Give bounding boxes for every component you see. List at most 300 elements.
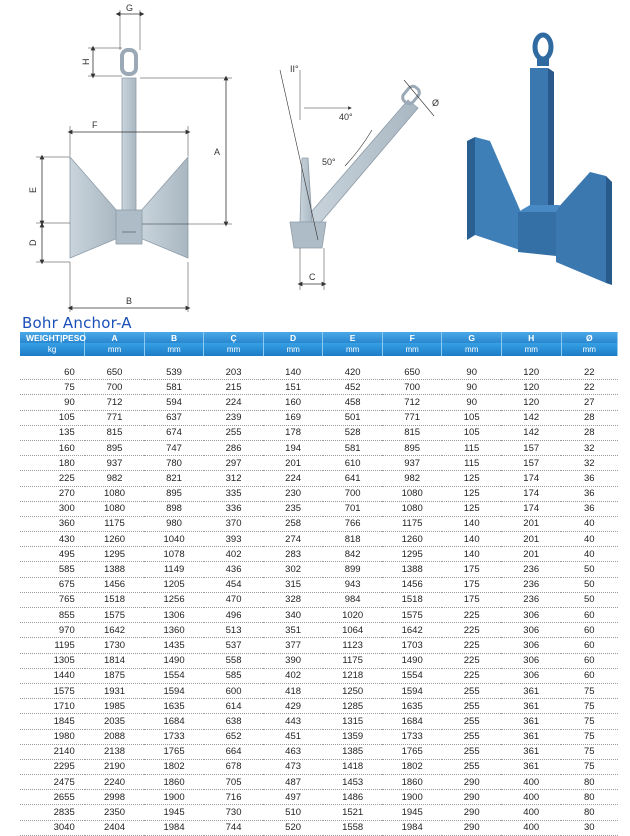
table-cell: 90	[442, 380, 502, 395]
table-cell: 174	[501, 486, 561, 501]
table-cell: 674	[144, 425, 204, 440]
table-cell: 255	[442, 699, 502, 714]
table-cell: 377	[263, 638, 323, 653]
table-cell: 125	[442, 471, 502, 486]
table-cell: 539	[144, 365, 204, 380]
table-cell: 235	[263, 501, 323, 516]
table-cell: 520	[263, 820, 323, 835]
table-cell: 473	[263, 759, 323, 774]
table-cell: 2190	[85, 759, 145, 774]
table-cell: 255	[442, 714, 502, 729]
table-cell: 157	[501, 456, 561, 471]
table-cell: 581	[323, 440, 383, 455]
unit-header: mm	[263, 343, 323, 356]
table-cell: 400	[501, 820, 561, 835]
table-cell: 1260	[382, 532, 442, 547]
column-header: B	[144, 332, 204, 343]
table-cell: 75	[561, 729, 618, 744]
column-header: Ø	[561, 332, 618, 343]
unit-header: mm	[501, 343, 561, 356]
table-cell: 497	[263, 790, 323, 805]
table-cell: 224	[263, 471, 323, 486]
table-cell: 818	[323, 532, 383, 547]
label-diameter: Ø	[432, 98, 440, 108]
table-cell: 458	[323, 395, 383, 410]
table-cell: 315	[263, 577, 323, 592]
table-cell: 1931	[85, 683, 145, 698]
table-cell: 370	[204, 516, 264, 531]
table-cell: 22	[561, 365, 618, 380]
table-row	[20, 759, 618, 774]
column-header: A	[85, 332, 145, 343]
label-angle-40: 40°	[339, 112, 353, 122]
table-cell: 1064	[323, 623, 383, 638]
table-cell: 1490	[144, 653, 204, 668]
table-cell: 361	[501, 744, 561, 759]
table-cell: 1295	[382, 547, 442, 562]
table-cell: 360	[20, 516, 85, 531]
table-cell: 1554	[144, 668, 204, 683]
page-title: Bohr Anchor-A	[22, 314, 132, 332]
table-cell: 2404	[85, 820, 145, 835]
table-cell: 225	[442, 638, 502, 653]
unit-header: mm	[144, 343, 204, 356]
table-row	[20, 456, 618, 471]
table-cell: 169	[263, 410, 323, 425]
column-header: E	[323, 332, 383, 343]
table-cell: 1256	[144, 592, 204, 607]
table-cell: 1260	[85, 532, 145, 547]
table-cell: 2998	[85, 790, 145, 805]
table-cell: 255	[442, 744, 502, 759]
table-cell: 201	[263, 456, 323, 471]
table-cell: 125	[442, 501, 502, 516]
table-cell: 1080	[382, 501, 442, 516]
table-cell: 60	[561, 608, 618, 623]
table-cell: 2240	[85, 775, 145, 790]
table-cell: 771	[382, 410, 442, 425]
table-cell: 290	[442, 790, 502, 805]
table-cell: 937	[85, 456, 145, 471]
table-cell: 1521	[323, 805, 383, 820]
table-row	[20, 516, 618, 531]
table-row	[20, 668, 618, 683]
table-cell: 470	[204, 592, 264, 607]
table-cell: 28	[561, 425, 618, 440]
table-cell: 1765	[144, 744, 204, 759]
table-cell: 402	[263, 668, 323, 683]
table-cell: 1558	[323, 820, 383, 835]
table-cell: 1385	[323, 744, 383, 759]
table-cell: 60	[561, 638, 618, 653]
table-cell: 1435	[144, 638, 204, 653]
table-cell: 215	[204, 380, 264, 395]
table-cell: 400	[501, 775, 561, 790]
table-cell: 594	[144, 395, 204, 410]
table-cell: 286	[204, 440, 264, 455]
table-cell: 1078	[144, 547, 204, 562]
table-cell: 157	[501, 440, 561, 455]
table-row	[20, 577, 618, 592]
table-cell: 236	[501, 577, 561, 592]
table-cell: 1080	[85, 501, 145, 516]
table-cell: 140	[442, 516, 502, 531]
table-cell: 501	[323, 410, 383, 425]
table-cell: 1175	[382, 516, 442, 531]
table-cell: 390	[263, 653, 323, 668]
table-row	[20, 562, 618, 577]
table-row	[20, 380, 618, 395]
table-cell: 105	[442, 410, 502, 425]
table-row	[20, 729, 618, 744]
unit-header: mm	[442, 343, 502, 356]
table-cell: 664	[204, 744, 264, 759]
table-cell: 1984	[382, 820, 442, 835]
table-cell: 641	[323, 471, 383, 486]
table-row	[20, 592, 618, 607]
table-cell: 1875	[85, 668, 145, 683]
table-cell: 80	[561, 790, 618, 805]
table-cell: 899	[323, 562, 383, 577]
table-cell: 1453	[323, 775, 383, 790]
table-cell: 306	[501, 623, 561, 638]
table-cell: 1900	[144, 790, 204, 805]
table-cell: 429	[263, 699, 323, 714]
table-cell: 766	[323, 516, 383, 531]
table-cell: 201	[501, 532, 561, 547]
table-cell: 855	[20, 608, 85, 623]
column-header: Ç	[204, 332, 264, 343]
table-cell: 120	[501, 380, 561, 395]
table-cell: 815	[85, 425, 145, 440]
table-cell: 1175	[323, 653, 383, 668]
table-cell: 982	[382, 471, 442, 486]
anchor-3d-render	[467, 35, 612, 285]
table-cell: 1730	[85, 638, 145, 653]
table-cell: 558	[204, 653, 264, 668]
table-cell: 1080	[382, 486, 442, 501]
table-row	[20, 365, 618, 380]
table-cell: 30	[561, 820, 618, 835]
table-cell: 487	[263, 775, 323, 790]
table-cell: 142	[501, 410, 561, 425]
table-cell: 306	[501, 608, 561, 623]
table-cell: 80	[561, 805, 618, 820]
table-cell: 2035	[85, 714, 145, 729]
table-cell: 821	[144, 471, 204, 486]
table-row	[20, 501, 618, 516]
table-cell: 1642	[85, 623, 145, 638]
table-row	[20, 683, 618, 698]
table-cell: 140	[442, 532, 502, 547]
table-cell: 75	[20, 380, 85, 395]
label-e: E	[28, 186, 38, 193]
table-cell: 701	[323, 501, 383, 516]
table-cell: 335	[204, 486, 264, 501]
table-cell: 1205	[144, 577, 204, 592]
table-cell: 1295	[85, 547, 145, 562]
table-cell: 328	[263, 592, 323, 607]
table-cell: 1814	[85, 653, 145, 668]
unit-header: mm	[561, 343, 618, 356]
table-cell: 1594	[382, 683, 442, 698]
table-cell: 1456	[382, 577, 442, 592]
table-cell: 140	[263, 365, 323, 380]
table-cell: 402	[204, 547, 264, 562]
table-cell: 2350	[85, 805, 145, 820]
table-cell: 1486	[323, 790, 383, 805]
table-cell: 747	[144, 440, 204, 455]
table-cell: 443	[263, 714, 323, 729]
table-cell: 1575	[382, 608, 442, 623]
table-cell: 270	[20, 486, 85, 501]
table-cell: 581	[144, 380, 204, 395]
column-header: F	[382, 332, 442, 343]
table-row	[20, 425, 618, 440]
table-cell: 336	[204, 501, 264, 516]
table-cell: 1315	[323, 714, 383, 729]
table-cell: 203	[204, 365, 264, 380]
table-cell: 2140	[20, 744, 85, 759]
table-cell: 60	[561, 668, 618, 683]
anchor-diagrams	[0, 0, 630, 315]
table-cell: 744	[204, 820, 264, 835]
table-cell: 1594	[144, 683, 204, 698]
table-cell: 255	[442, 683, 502, 698]
table-cell: 225	[20, 471, 85, 486]
table-cell: 765	[20, 592, 85, 607]
table-cell: 700	[382, 380, 442, 395]
unit-header: mm	[323, 343, 383, 356]
table-cell: 420	[323, 365, 383, 380]
table-cell: 400	[501, 805, 561, 820]
table-cell: 2475	[20, 775, 85, 790]
table-cell: 585	[204, 668, 264, 683]
table-body	[20, 365, 618, 835]
table-cell: 120	[501, 365, 561, 380]
table-cell: 361	[501, 683, 561, 698]
table-cell: 274	[263, 532, 323, 547]
table-cell: 90	[442, 395, 502, 410]
table-row	[20, 440, 618, 455]
column-header: D	[263, 332, 323, 343]
table-cell: 528	[323, 425, 383, 440]
table-cell: 730	[204, 805, 264, 820]
table-cell: 160	[263, 395, 323, 410]
table-cell: 255	[442, 759, 502, 774]
table-cell: 306	[501, 638, 561, 653]
table-cell: 771	[85, 410, 145, 425]
table-cell: 678	[204, 759, 264, 774]
table-cell: 50	[561, 562, 618, 577]
table-cell: 36	[561, 486, 618, 501]
table-cell: 1900	[382, 790, 442, 805]
table-row	[20, 395, 618, 410]
table-cell: 1554	[382, 668, 442, 683]
column-header: G	[442, 332, 502, 343]
table-cell: 638	[204, 714, 264, 729]
table-cell: 1218	[323, 668, 383, 683]
table-cell: 160	[20, 440, 85, 455]
table-cell: 135	[20, 425, 85, 440]
table-row	[20, 547, 618, 562]
table-cell: 943	[323, 577, 383, 592]
table-cell: 105	[442, 425, 502, 440]
table-cell: 361	[501, 699, 561, 714]
table-cell: 393	[204, 532, 264, 547]
table-cell: 700	[323, 486, 383, 501]
table-cell: 650	[382, 365, 442, 380]
table-cell: 290	[442, 805, 502, 820]
table-cell: 1149	[144, 562, 204, 577]
table-cell: 239	[204, 410, 264, 425]
table-cell: 1020	[323, 608, 383, 623]
table-cell: 36	[561, 471, 618, 486]
table-cell: 174	[501, 501, 561, 516]
table-cell: 1490	[382, 653, 442, 668]
table-cell: 1860	[144, 775, 204, 790]
label-angle-50: 50°	[322, 157, 336, 167]
table-cell: 1802	[382, 759, 442, 774]
column-header: WEIGHT|PESO	[20, 332, 85, 343]
label-f: F	[92, 120, 98, 130]
table-cell: 32	[561, 456, 618, 471]
label-c: C	[309, 272, 316, 282]
table-cell: 174	[501, 471, 561, 486]
table-cell: 937	[382, 456, 442, 471]
table-row	[20, 744, 618, 759]
table-cell: 22	[561, 380, 618, 395]
table-cell: 463	[263, 744, 323, 759]
table-cell: 652	[204, 729, 264, 744]
table-cell: 225	[442, 653, 502, 668]
label-angle-top: II°	[290, 64, 299, 74]
table-cell: 895	[85, 440, 145, 455]
table-cell: 1440	[20, 668, 85, 683]
table-row	[20, 714, 618, 729]
table-cell: 1360	[144, 623, 204, 638]
table-cell: 75	[561, 759, 618, 774]
table-cell: 1518	[85, 592, 145, 607]
unit-header: mm	[204, 343, 264, 356]
table-row	[20, 623, 618, 638]
label-g: G	[126, 3, 134, 13]
table-cell: 895	[382, 440, 442, 455]
table-cell: 1456	[85, 577, 145, 592]
table-cell: 452	[323, 380, 383, 395]
table-cell: 2655	[20, 790, 85, 805]
table-cell: 1388	[85, 562, 145, 577]
table-row	[20, 638, 618, 653]
table-cell: 75	[561, 699, 618, 714]
table-row	[20, 775, 618, 790]
table-cell: 283	[263, 547, 323, 562]
table-row	[20, 653, 618, 668]
table-cell: 970	[20, 623, 85, 638]
table-cell: 1733	[382, 729, 442, 744]
table-cell: 496	[204, 608, 264, 623]
table-cell: 151	[263, 380, 323, 395]
table-cell: 40	[561, 516, 618, 531]
table-cell: 361	[501, 714, 561, 729]
table-units-row	[20, 343, 618, 356]
table-cell: 1306	[144, 608, 204, 623]
table-cell: 1945	[382, 805, 442, 820]
table-cell: 75	[561, 714, 618, 729]
table-cell: 201	[501, 516, 561, 531]
table-cell: 255	[204, 425, 264, 440]
table-cell: 1860	[382, 775, 442, 790]
table-cell: 115	[442, 456, 502, 471]
table-cell: 984	[323, 592, 383, 607]
table-cell: 60	[561, 653, 618, 668]
table-cell: 898	[144, 501, 204, 516]
table-cell: 225	[442, 623, 502, 638]
table-cell: 120	[501, 395, 561, 410]
front-view-drawing	[28, 3, 232, 312]
table-row	[20, 608, 618, 623]
table-cell: 1845	[20, 714, 85, 729]
table-row	[20, 471, 618, 486]
table-cell: 90	[20, 395, 85, 410]
label-d: D	[28, 239, 38, 246]
table-cell: 1195	[20, 638, 85, 653]
table-cell: 418	[263, 683, 323, 698]
table-cell: 1980	[20, 729, 85, 744]
label-a: A	[214, 147, 221, 157]
table-cell: 1575	[85, 608, 145, 623]
table-cell: 2088	[85, 729, 145, 744]
table-cell: 1984	[144, 820, 204, 835]
table-cell: 3040	[20, 820, 85, 835]
table-cell: 105	[20, 410, 85, 425]
table-cell: 1080	[85, 486, 145, 501]
table-cell: 225	[442, 668, 502, 683]
table-cell: 600	[204, 683, 264, 698]
unit-header: mm	[85, 343, 145, 356]
table-cell: 815	[382, 425, 442, 440]
table-cell: 513	[204, 623, 264, 638]
table-cell: 980	[144, 516, 204, 531]
spec-table	[20, 332, 618, 836]
table-cell: 610	[323, 456, 383, 471]
table-row	[20, 410, 618, 425]
table-cell: 290	[442, 775, 502, 790]
table-cell: 40	[561, 547, 618, 562]
table-cell: 80	[561, 775, 618, 790]
unit-header: kg	[20, 343, 85, 356]
table-row	[20, 820, 618, 835]
table-cell: 224	[204, 395, 264, 410]
table-row	[20, 532, 618, 547]
table-cell: 361	[501, 729, 561, 744]
table-cell: 1575	[20, 683, 85, 698]
table-cell: 300	[20, 501, 85, 516]
table-cell: 90	[442, 365, 502, 380]
table-cell: 1765	[382, 744, 442, 759]
table-cell: 1518	[382, 592, 442, 607]
unit-header: mm	[382, 343, 442, 356]
table-cell: 1418	[323, 759, 383, 774]
table-cell: 1388	[382, 562, 442, 577]
table-cell: 1684	[382, 714, 442, 729]
table-cell: 1703	[382, 638, 442, 653]
table-cell: 175	[442, 577, 502, 592]
table-cell: 351	[263, 623, 323, 638]
side-view-drawing	[280, 64, 439, 290]
table-cell: 675	[20, 577, 85, 592]
table-cell: 2295	[20, 759, 85, 774]
